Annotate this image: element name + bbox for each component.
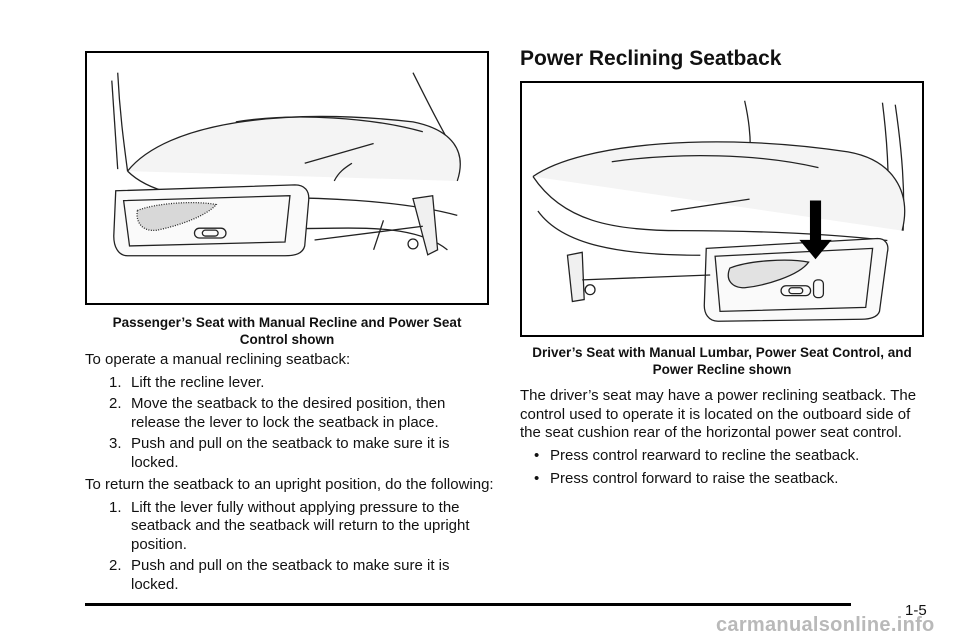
- manual-recline-intro: To operate a manual reclining seatback:: [85, 351, 351, 368]
- power-recline-bullets: [520, 447, 930, 489]
- bullet-glyph: •: [534, 446, 540, 464]
- bullet-glyph: •: [534, 470, 540, 487]
- step-number: 1.: [109, 498, 122, 516]
- bullet-text: Press control rearward to recline the seatback.: [550, 446, 860, 464]
- step-item: [109, 435, 495, 472]
- left-column-text: [85, 351, 495, 598]
- upright-return-intro: To return the seatback to an upright position, do the following:: [85, 476, 494, 493]
- watermark: carmanualsonline.info: [716, 614, 935, 636]
- step-text: Lift the recline lever.: [131, 373, 265, 391]
- bullet-item: [534, 470, 930, 489]
- right-column-text: [520, 387, 930, 494]
- step-text: Move the seatback to the desired position, then release the lever to lock the seatback in place.: [131, 395, 446, 431]
- section-heading: Power Reclining Seatback: [520, 47, 782, 70]
- step-item: [109, 374, 495, 393]
- driver-seat-drawing: [522, 83, 922, 335]
- bullet-text: Press control forward to raise the seatback.: [550, 470, 839, 487]
- passenger-seat-caption: Passenger’s Seat with Manual Recline and Power Seat Control shown: [112, 315, 462, 347]
- driver-seat-caption: Driver’s Seat with Manual Lumbar, Power Seat Control, and Power Recline shown: [532, 345, 912, 377]
- step-text: Push and pull on the seatback to make sure it is locked.: [131, 557, 450, 593]
- step-number: 1.: [109, 373, 122, 391]
- passenger-seat-drawing: [87, 53, 487, 303]
- step-text: Push and pull on the seatback to make sure it is locked.: [131, 435, 450, 471]
- manual-recline-steps: [85, 374, 495, 473]
- step-number: 2.: [109, 395, 122, 412]
- step-number: 2.: [109, 557, 122, 574]
- passenger-seat-illustration: [85, 51, 489, 305]
- page-number: 1-5: [905, 602, 927, 619]
- bullet-item: [534, 447, 930, 466]
- step-number: 3.: [109, 435, 122, 452]
- step-item: [109, 395, 495, 432]
- step-item: [109, 557, 495, 594]
- power-recline-description: The driver’s seat may have a power reclining seatback. The control used to operate it is located on the outboard side of the seat cushion rear of the horizontal power seat control.: [520, 387, 917, 441]
- footer-rule: [85, 603, 851, 606]
- step-text: Lift the lever fully without applying pressure to the seatback and the seatback will return to the upright position.: [131, 498, 470, 553]
- upright-return-steps: [85, 499, 495, 595]
- step-item: [109, 499, 495, 555]
- driver-seat-illustration: [520, 81, 924, 337]
